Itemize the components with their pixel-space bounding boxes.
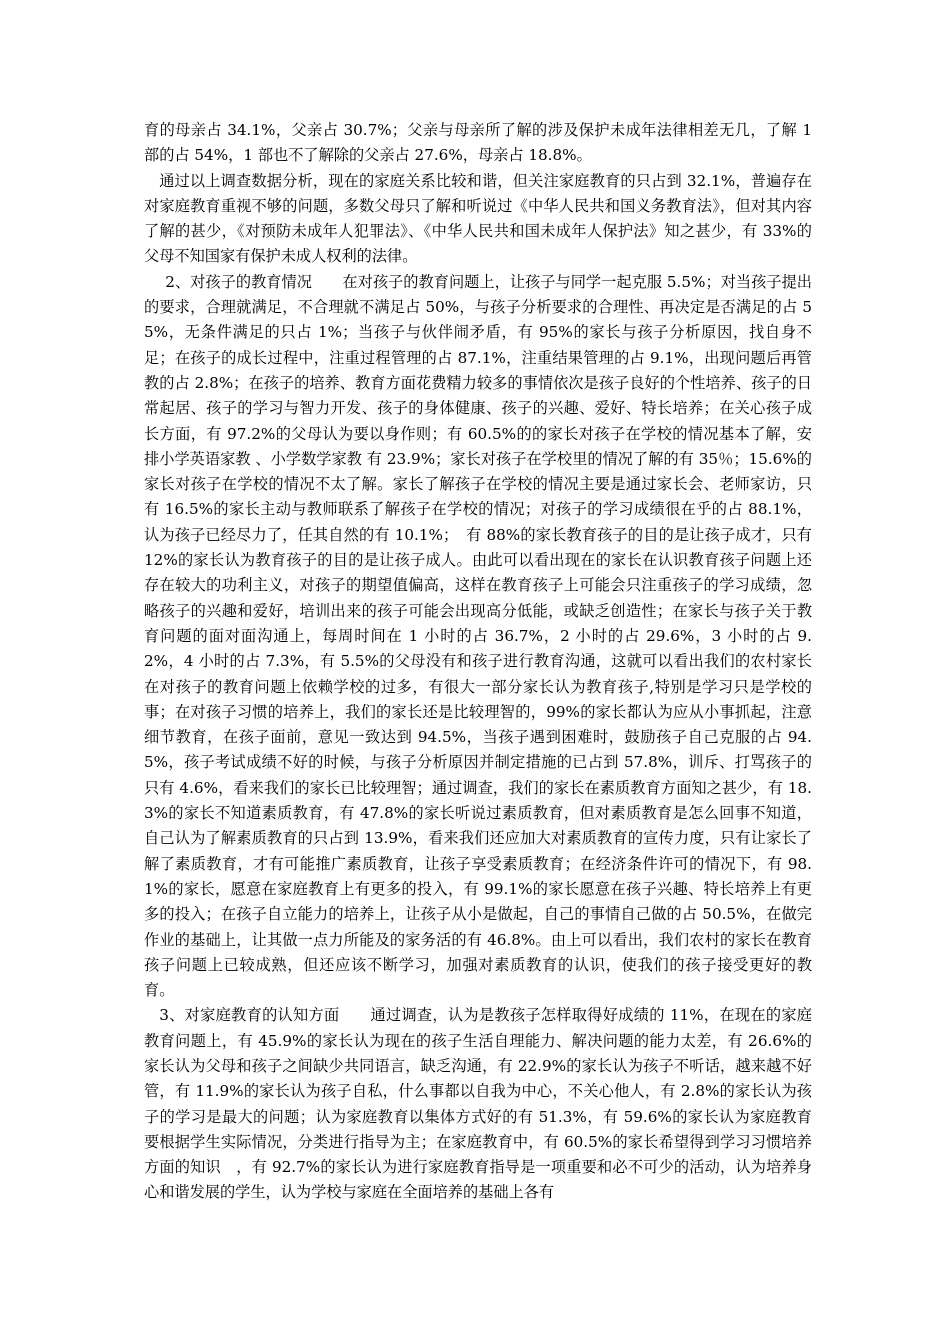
paragraph-3: 2、对孩子的教育情况 在对孩子的教育问题上，让孩子与同学一起克服 5.5%；对当孩子提出的要求，合理就满足，不合理就不满足占 50%，与孩子分析要求的合理性、再决定是否满足的占 55%，无条件满足的只占 1%；当孩子与伙伴闹矛盾，有 95%的家长与孩子分析原因，找自身不足；在孩子的成长过程中，注重过程管理的占 87.1%，注重结果管理的占 9.1%，出现问题后再管教的占 2.8%；在孩子的培养、教育方面花费精力较多的事情依次是孩子良好的个性培养、孩子的日常起居、孩子的学习与智力开发、孩子的身体健康、孩子的兴趣、爱好、特长培养；在关心孩子成长方面，有 97.2%的父母认为要以身作则；有 60.5%的的家长对孩子在学校的情况基本了解，安排小学英语家教 、小学数学家教 有 23.9%；家长对孩子在学校里的情况了解的有 35％；15.6%的家长对孩子在学校的情况不太了解。家长了解孩子在学校的情况主要是通过家长会、老师家访，只有 16.5%的家长主动与教师联系了解孩子在学校的情况；对孩子的学习成绩很在乎的占 88.1%，认为孩子已经尽力了，任其自然的有 10.1%； 有 88%的家长教育孩子的目的是让孩子成才，只有 12%的家长认为教育孩子的目的是让孩子成人。由此可以看出现在的家长在认识教育孩子问题上还存在较大的功利主义，对孩子的期望值偏高，这样在教育孩子上可能会只注重孩子的学习成绩，忽略孩子的兴趣和爱好，培训出来的孩子可能会出现高分低能，或缺乏创造性；在家长与孩子关于教育问题的面对面沟通上，每周时间在 1 小时的占 36.7%，2 小时的占 29.6%，3 小时的占 9.2%，4 小时的占 7.3%，有 5.5%的父母没有和孩子进行教育沟通，这就可以看出我们的农村家长在对孩子的教育问题上依赖学校的过多，有很大一部分家长认为教育孩子,特别是学习只是学校的事；在对孩子习惯的培养上，我们的家长还是比较理智的，99%的家长都认为应从小事抓起，注意细节教育，在孩子面前，意见一致达到 94.5%，当孩子遇到困难时，鼓励孩子自己克服的占 94.5%，孩子考试成绩不好的时候，与孩子分析原因并制定措施的已占到 57.8%，训斥、打骂孩子的只有 4.6%，看来我们的家长已比较理智；通过调查，我们的家长在素质教育方面知之甚少，有 18.3%的家长不知道素质教育，有 47.8%的家长听说过素质教育，但对素质教育是怎么回事不知道，自己认为了解素质教育的只占到 13.9%，看来我们还应加大对素质教育的宣传力度，只有让家长了解了素质教育，才有可能推广素质教育，让孩子享受素质教育；在经济条件许可的情况下，有 98.1%的家长，愿意在家庭教育上有更多的投入，有 99.1%的家长愿意在孩子兴趣、特长培养上有更多的投入；在孩子自立能力的培养上，让孩子从小是做起，自己的事情自己做的占 50.5%，在做完作业的基础上，让其做一点力所能及的家务活的有 46.8%。由上可以看出，我们农村的家长在教育孩子问题上已较成熟，但还应该不断学习，加强对素质教育的认识，使我们的孩子接受更好的教育。 <box>144 272 812 1000</box>
paragraph-4: 3、对家庭教育的认知方面 通过调查，认为是教孩子怎样取得好成绩的 11%，在现在的家庭教育问题上，有 45.9%的家长认为现在的孩子生活自理能力、解决问题的能力太差，有 26.6%的家长认为父母和孩子之间缺少共同语言，缺乏沟通，有 22.9%的家长认为孩子不听话，越来越不好管，有 11.9%的家长认为孩子自私，什么事都以自我为中心，不关心他人，有 2.8%的家长认为孩子的学习是最大的问题；认为家庭教育以集体方式好的有 51.3%，有 59.6%的家长认为家庭教育要根据学生实际情况，分类进行指导为主；在家庭教育中，有 60.5%的家长希望得到学习习惯培养方面的知识 ，有 92.7%的家长认为进行家庭教育指导是一项重要和必不可少的活动，认为培养身心和谐发展的学生，认为学校与家庭在全面培养的基础上各有 <box>144 1006 812 1202</box>
paragraph-2: 通过以上调查数据分析，现在的家庭关系比较和谐，但关注家庭教育的只占到 32.1%，普遍存在对家庭教育重视不够的问题，多数父母只了解和听说过《中华人民共和国义务教育法》，但对其内容了解的甚少，《对预防未成年人犯罪法》、《中华人民共和国未成年人保护法》知之甚少，有 33%的父母不知国家有保护未成人权利的法律。 <box>144 171 812 266</box>
paragraph-1: 育的母亲占 34.1%，父亲占 30.7%；父亲与母亲所了解的涉及保护未成年法律相差无几，了解 1 部的占 54%，1 部也不了解除的父亲占 27.6%，母亲占 18.8%。 <box>144 121 812 165</box>
document-body <box>144 118 812 1206</box>
